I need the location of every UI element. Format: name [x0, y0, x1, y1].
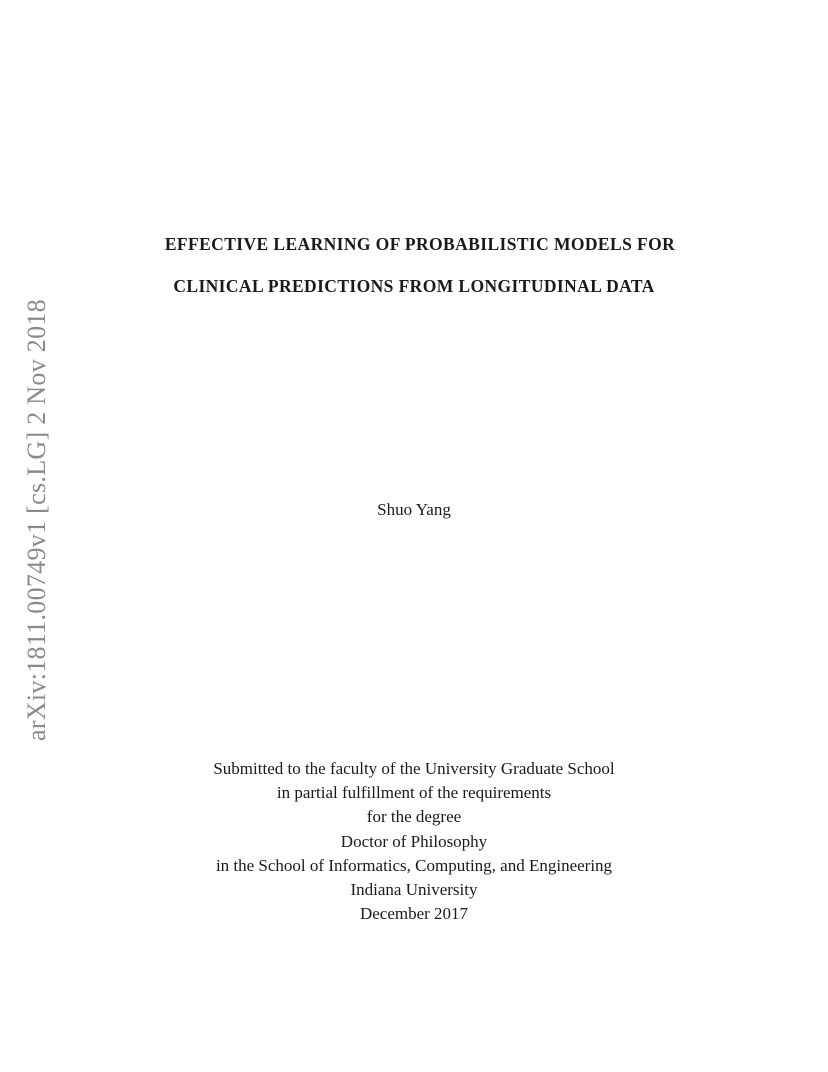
degree-name: Doctor of Philosophy [340, 831, 488, 851]
submission-line: in partial fulfillment of the requirements [276, 783, 552, 803]
submission-line: for the degree [366, 807, 462, 827]
arxiv-identifier-stamp: arXiv:1811.00749v1 [cs.LG] 2 Nov 2018 [22, 299, 51, 741]
submission-date: December 2017 [359, 904, 469, 924]
submission-statement [0, 757, 828, 926]
title-line-2: CLINICAL PREDICTIONS FROM LONGITUDINAL DATA [173, 276, 655, 296]
title-line-1: EFFECTIVE LEARNING OF PROBABILISTIC MODELS FOR [164, 234, 676, 254]
university-name: Indiana University [350, 880, 478, 900]
submission-line: Submitted to the faculty of the University Graduate School [213, 759, 615, 778]
author-name: Shuo Yang [377, 500, 451, 519]
school-name: in the School of Informatics, Computing, and Engineering [215, 855, 613, 875]
